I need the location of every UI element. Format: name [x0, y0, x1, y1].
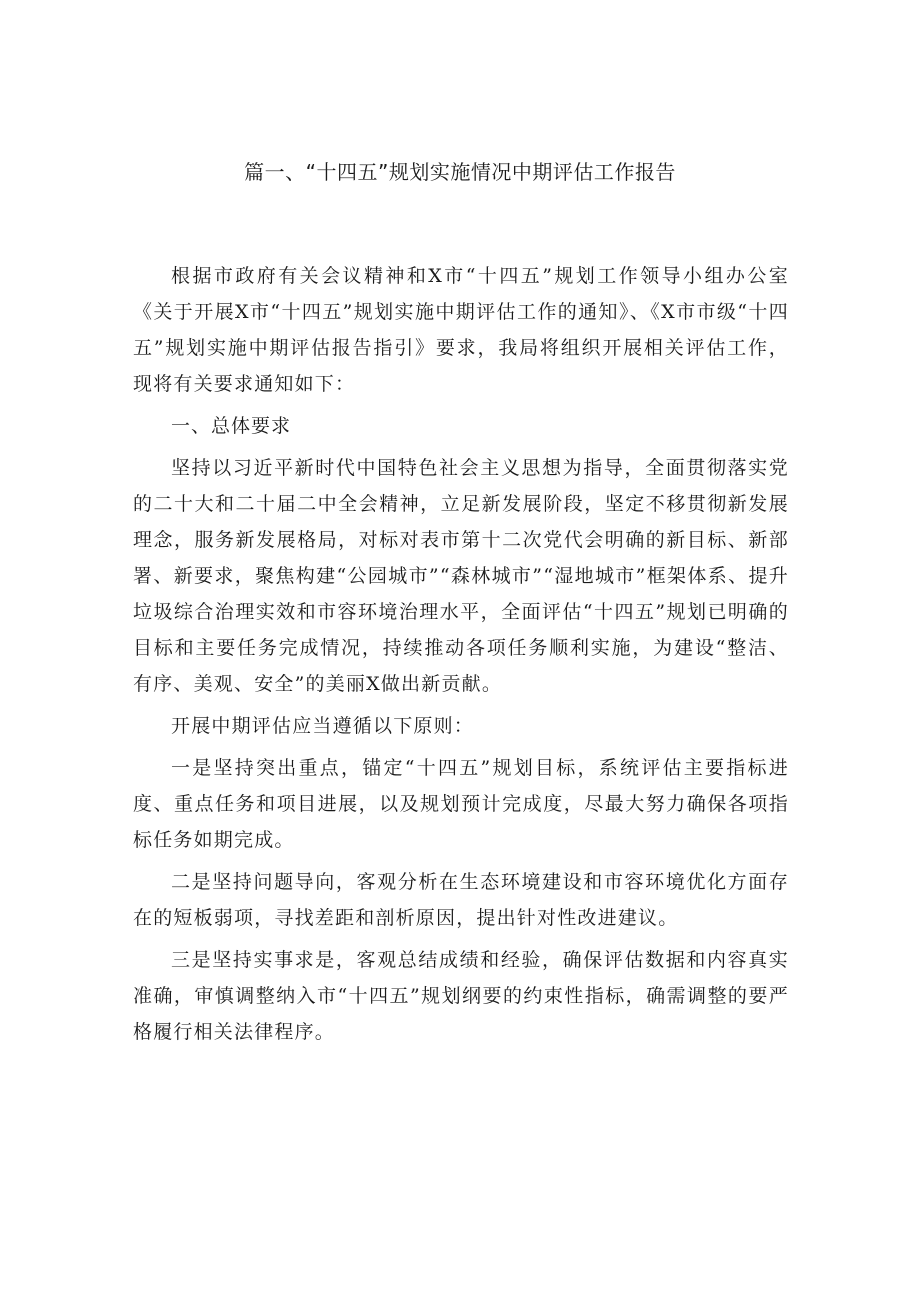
principle-1-paragraph: 一是坚持突出重点，锚定“十四五”规划目标，系统评估主要指标进度、重点任务和项目进展，以及规划预计完成度，尽最大努力确保各项指标任务如期完成。 [133, 757, 789, 851]
document-title: 篇一、“十四五”规划实施情况中期评估工作报告 [244, 160, 676, 184]
guidance-paragraph: 坚持以习近平新时代中国特色社会主义思想为指导，全面贯彻落实党的二十大和二十届二中全会精神，立足新发展阶段，坚定不移贯彻新发展理念，服务新发展格局，对标对表市第十二次党代会明确的新目标、新部署、新要求，聚焦构建“公园城市”“森林城市”“湿地城市”框架体系、提升垃圾综合治理实效和市容环境治理水平，全面评估“十四五”规划已明确的目标和主要任务完成情况，持续推动各项任务顺利实施，为建设“整洁、有序、美观、安全”的美丽X做出新贡献。 [133, 457, 789, 695]
principle-2-paragraph: 二是坚持问题导向，客观分析在生态环境建设和市容环境优化方面存在的短板弱项，寻找差距和剖析原因，提出针对性改进建议。 [133, 871, 789, 929]
section-heading: 一、总体要求 [171, 415, 292, 437]
principles-intro-paragraph: 开展中期评估应当遵循以下原则： [171, 715, 475, 737]
document-body [133, 258, 789, 1056]
intro-paragraph: 根据市政府有关会议精神和X市“十四五”规划工作领导小组办公室《关于开展X市“十四五”规划实施中期评估工作的通知》、《X市市级“十四五”规划实施中期评估报告指引》要求，我局将组织开展相关评估工作，现将有关要求通知如下： [133, 265, 789, 395]
principle-3-paragraph: 三是坚持实事求是，客观总结成绩和经验，确保评估数据和内容真实准确，审慎调整纳入市“十四五”规划纲要的约束性指标，确需调整的要严格履行相关法律程序。 [133, 949, 789, 1043]
